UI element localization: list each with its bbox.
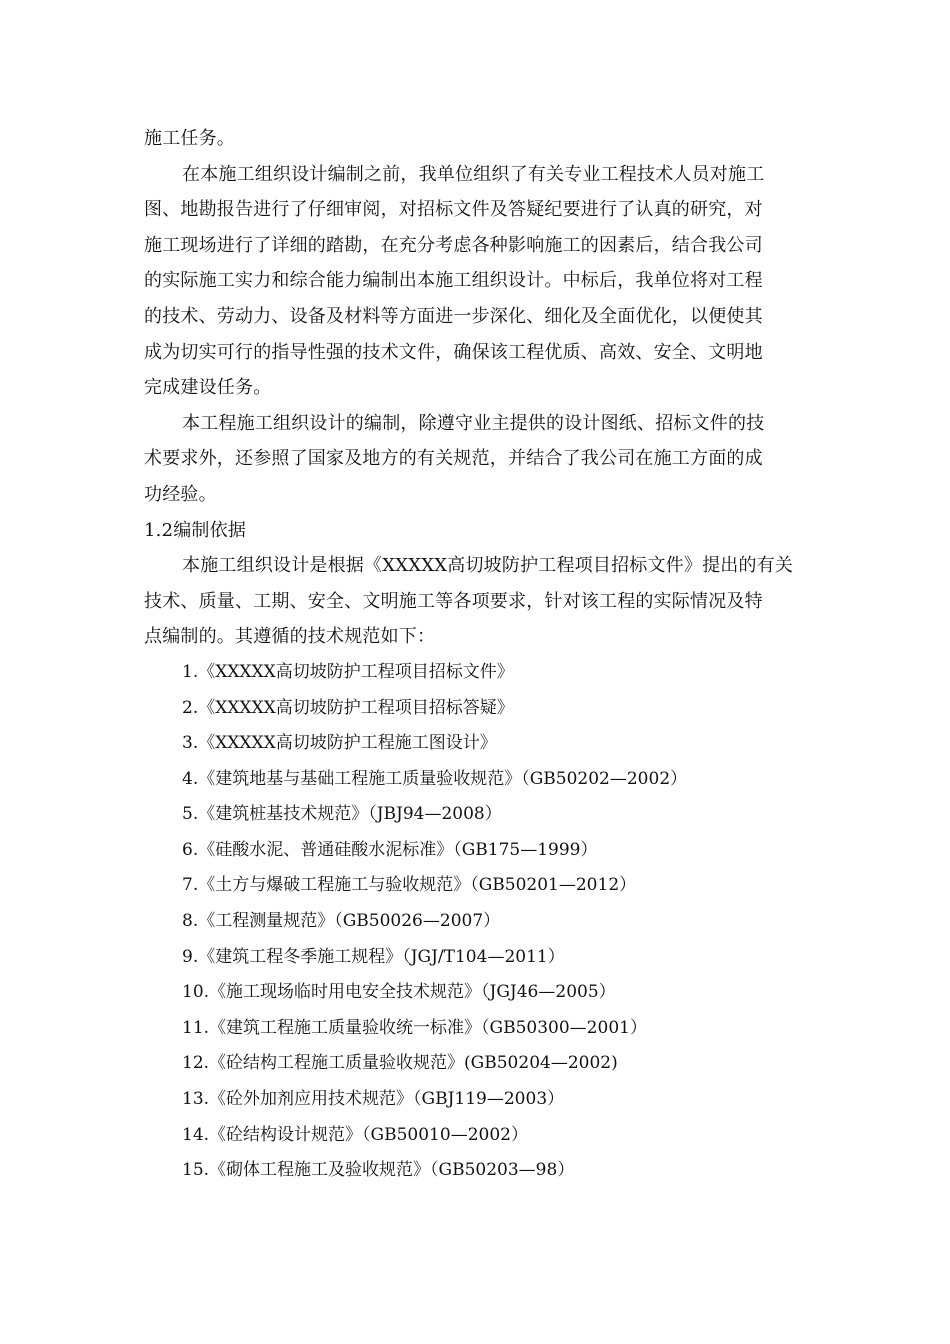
paragraph-line: 技术、质量、工期、安全、文明施工等各项要求，针对该工程的实际情况及特 — [144, 590, 763, 612]
reference-item: 4.《建筑地基与基础工程施工质量验收规范》（GB50202—2002） — [182, 768, 688, 789]
paragraph-line: 图、地勘报告进行了仔细审阅，对招标文件及答疑纪要进行了认真的研究，对 — [144, 199, 763, 221]
paragraph-compilation — [144, 406, 810, 513]
paragraph-line: 本施工组织设计是根据《XXXXX高切坡防护工程项目招标文件》提出的有关 — [182, 555, 794, 577]
reference-item: 11.《建筑工程施工质量验收统一标准》（GB50300—2001） — [182, 1017, 647, 1038]
paragraph-line: 点编制的。其遵循的技术规范如下： — [144, 626, 436, 648]
reference-item: 3.《XXXXX高切坡防护工程施工图设计》 — [182, 733, 497, 754]
reference-item: 15.《砌体工程施工及验收规范》（GB50203—98） — [182, 1160, 575, 1181]
reference-item: 13.《砼外加剂应用技术规范》（GBJ119—2003） — [182, 1089, 565, 1110]
reference-item: 2.《XXXXX高切坡防护工程项目招标答疑》 — [182, 697, 514, 718]
reference-item: 9.《建筑工程冬季施工规程》（JGJ/T104—2011） — [182, 946, 565, 967]
reference-item: 7.《土方与爆破工程施工与验收规范》（GB50201—2012） — [182, 875, 637, 896]
paragraph-line: 成为切实可行的指导性强的技术文件，确保该工程优质、高效、安全、文明地 — [144, 341, 763, 363]
reference-list — [144, 655, 810, 1189]
paragraph-line: 的技术、劳动力、设备及材料等方面进一步深化、细化及全面优化，以便使其 — [144, 305, 763, 327]
paragraph-line: 本工程施工组织设计的编制，除遵守业主提供的设计图纸、招标文件的技 — [182, 412, 765, 434]
reference-item: 12.《砼结构工程施工质量验收规范》(GB50204—2002) — [182, 1053, 618, 1074]
paragraph-basis — [144, 548, 810, 655]
reference-item: 8.《工程测量规范》（GB50026—2007） — [182, 911, 501, 932]
reference-item: 6.《硅酸水泥、普通硅酸水泥标准》（GB175—1999） — [182, 839, 598, 860]
paragraph-preparation — [144, 157, 810, 406]
paragraph-line: 完成建设任务。 — [144, 377, 272, 399]
paragraph-line: 的实际施工实力和综合能力编制出本施工组织设计。中标后，我单位将对工程 — [144, 270, 763, 292]
reference-item: 5.《建筑桩基技术规范》（JBJ94—2008） — [182, 804, 502, 825]
section-heading: 1.2编制依据 — [144, 519, 247, 541]
reference-item: 10.《施工现场临时用电安全技术规范》（JGJ46—2005） — [182, 982, 616, 1003]
paragraph-line: 在本施工组织设计编制之前，我单位组织了有关专业工程技术人员对施工 — [182, 163, 765, 185]
paragraph-line: 施工任务。 — [144, 128, 235, 149]
paragraph-line: 功经验。 — [144, 483, 217, 505]
document-page — [144, 121, 810, 1189]
paragraph-line: 术要求外，还参照了国家及地方的有关规范，并结合了我公司在施工方面的成 — [144, 448, 763, 470]
paragraph-line: 施工现场进行了详细的踏勘，在充分考虑各种影响施工的因素后，结合我公司 — [144, 234, 763, 256]
reference-item: 1.《XXXXX高切坡防护工程项目招标文件》 — [182, 661, 514, 682]
reference-item: 14.《砼结构设计规范》（GB50010—2002） — [182, 1124, 528, 1145]
